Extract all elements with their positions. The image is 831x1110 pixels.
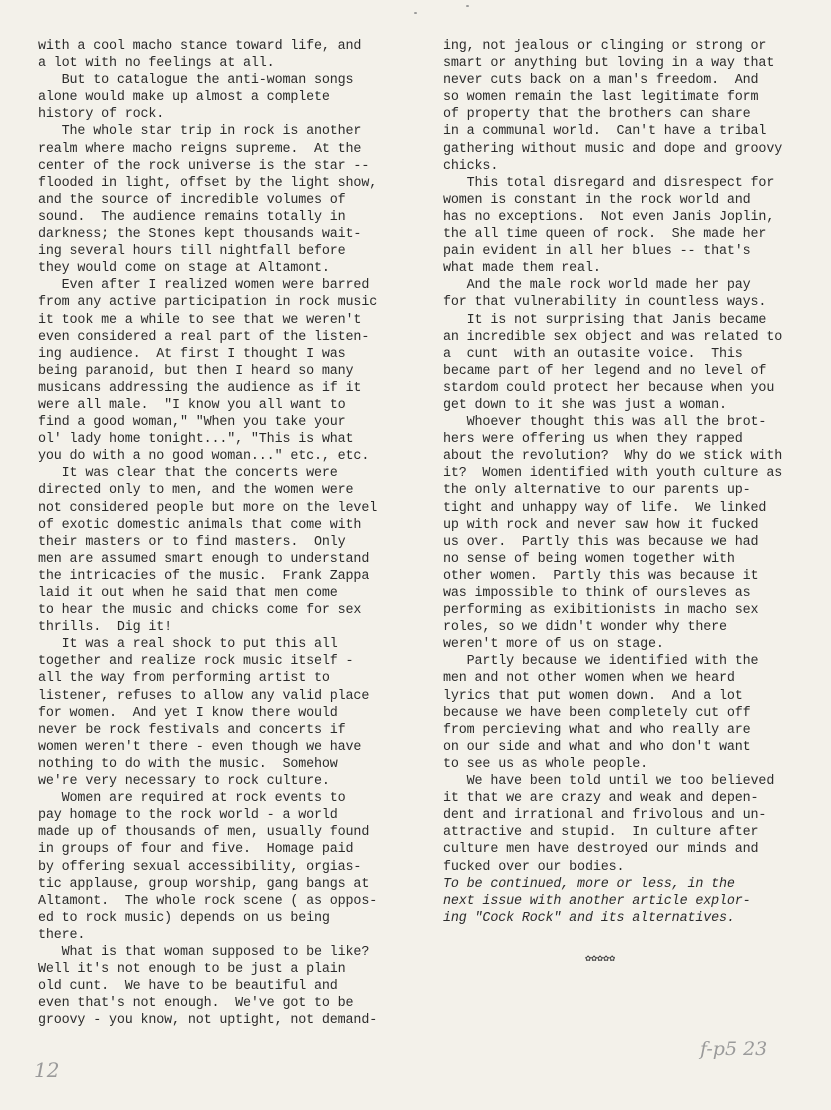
left-text-column — [38, 38, 400, 1029]
text-line: never cuts back on a man's freedom. And — [443, 73, 759, 89]
text-line: men and not other women when we heard — [443, 671, 735, 687]
handwritten-code: f-p5 23 — [700, 1038, 768, 1060]
text-line: Even after I realized women were barred — [38, 278, 370, 294]
text-line: so women remain the last legitimate form — [443, 90, 759, 106]
text-line: realm where macho reigns supreme. At the — [38, 141, 362, 157]
text-line: up with rock and never saw how it fucked — [443, 517, 759, 533]
right-column-body — [443, 38, 813, 876]
text-line: together and realize rock music itself - — [38, 654, 354, 670]
text-line: ol' lady home tonight...", "This is what — [38, 432, 354, 448]
text-line: no sense of being women together with — [443, 551, 735, 567]
text-line: an incredible sex object and was related to — [443, 329, 783, 345]
text-line: the intricacies of the music. Frank Zappa — [38, 568, 370, 584]
text-line: even considered a real part of the listen- — [38, 329, 370, 345]
text-line: roles, so we didn't wonder why there — [443, 620, 727, 636]
text-line: not considered people but more on the level — [38, 500, 378, 516]
text-line: men are assumed smart enough to understand — [38, 551, 370, 567]
text-line: sound. The audience remains totally in — [38, 209, 346, 225]
text-line: they would come on stage at Altamont. — [38, 261, 330, 277]
text-line: it that we are crazy and weak and depen- — [443, 791, 759, 807]
text-line: We have been told until we too believed — [443, 774, 775, 790]
text-line: there. — [38, 927, 86, 943]
text-line: smart or anything but loving in a way that — [443, 56, 775, 72]
text-line: all the way from performing artist to — [38, 671, 330, 687]
text-line: made up of thousands of men, usually found — [38, 825, 370, 841]
text-line: weren't more of us on stage. — [443, 637, 664, 653]
text-line: you do with a no good woman..." etc., etc. — [38, 449, 370, 465]
text-line: of exotic domestic animals that come with — [38, 517, 362, 533]
text-line: fucked over our bodies. — [443, 859, 625, 875]
text-line: tight and unhappy way of life. We linked — [443, 500, 767, 516]
text-line: women weren't there - even though we have — [38, 739, 362, 755]
text-line: flooded in light, offset by the light show, — [38, 175, 378, 191]
text-line: darkness; the Stones kept thousands wait- — [38, 227, 362, 243]
text-line: never be rock festivals and concerts if — [38, 722, 346, 738]
text-line: Partly because we identified with the — [443, 654, 759, 670]
text-line: chicks. — [443, 158, 499, 174]
text-line: from percieving what and who really are — [443, 722, 751, 738]
text-line: even that's not enough. We've got to be — [38, 996, 354, 1012]
text-line: Women are required at rock events to — [38, 791, 346, 807]
text-line: gathering without music and dope and groovy — [443, 141, 783, 157]
text-line: ed to rock music) depends on us being — [38, 910, 330, 926]
text-line: it took me a while to see that we weren't — [38, 312, 362, 328]
text-line: This total disregard and disrespect for — [443, 175, 775, 191]
text-line: directed only to men, and the women were — [38, 483, 354, 499]
text-line: being paranoid, but then I heard so many — [38, 363, 354, 379]
text-line: To be continued, more or less, in the — [443, 876, 735, 892]
text-line: dent and irrational and frivolous and un- — [443, 808, 767, 824]
text-line: lyrics that put women down. And a lot — [443, 688, 743, 704]
text-line: It is not surprising that Janis became — [443, 312, 767, 328]
text-line: were all male. "I know you all want to — [38, 397, 346, 413]
text-line: to see us as whole people. — [443, 756, 649, 772]
text-line: became part of her legend and no level of — [443, 363, 767, 379]
text-line: pain evident in all her blues -- that's — [443, 244, 751, 260]
paper-speck — [466, 5, 469, 7]
text-line: a lot with no feelings at all. — [38, 56, 275, 72]
text-line: Altamont. The whole rock scene ( as oppos- — [38, 893, 378, 909]
text-line: women is constant in the rock world and — [443, 192, 751, 208]
text-line: And the male rock world made her pay — [443, 278, 751, 294]
text-line: pay homage to the rock world - a world — [38, 808, 338, 824]
text-line: culture men have destroyed our minds and — [443, 842, 759, 858]
text-line: hers were offering us when they rapped — [443, 432, 743, 448]
text-line: It was clear that the concerts were — [38, 466, 338, 482]
text-line: musicans addressing the audience as if it — [38, 380, 362, 396]
text-line: the only alternative to our parents up- — [443, 483, 751, 499]
text-line: find a good woman," "When you take your — [38, 415, 346, 431]
text-line: history of rock. — [38, 107, 165, 123]
text-line: about the revolution? Why do we stick with — [443, 449, 783, 465]
text-line: listener, refuses to allow any valid place — [38, 688, 370, 704]
text-line: with a cool macho stance toward life, and — [38, 39, 362, 54]
right-text-column — [443, 38, 813, 927]
text-line: stardom could protect her because when you — [443, 380, 775, 396]
text-line: in groups of four and five. Homage paid — [38, 842, 354, 858]
text-line: groovy - you know, not uptight, not demand- — [38, 1013, 378, 1029]
text-line: ing, not jealous or clinging or strong or — [443, 39, 767, 54]
text-line: The whole star trip in rock is another — [38, 124, 362, 140]
text-line: ing several hours till nightfall before — [38, 244, 346, 260]
text-line: laid it out when he said that men come — [38, 586, 338, 601]
text-line: performing as exibitionists in macho sex — [443, 603, 759, 619]
text-line: What is that woman supposed to be like? — [38, 944, 370, 960]
text-line: old cunt. We have to be beautiful and — [38, 979, 338, 995]
text-line: next issue with another article explor- — [443, 893, 751, 909]
text-line: of property that the brothers can share — [443, 107, 751, 123]
text-line: in a communal world. Can't have a tribal — [443, 124, 767, 140]
text-line: on our side and what and who don't want — [443, 739, 751, 755]
text-line: for that vulnerability in countless ways. — [443, 295, 767, 311]
text-line: was impossible to think of oursleves as — [443, 586, 751, 601]
paper-speck — [414, 12, 417, 14]
text-line: thrills. Dig it! — [38, 620, 173, 636]
text-line: has no exceptions. Not even Janis Joplin, — [443, 209, 775, 225]
section-ornament: ✿✿✿✿✿ — [585, 954, 616, 965]
text-line: their masters or to find masters. Only — [38, 534, 346, 550]
text-line: other women. Partly this was because it — [443, 568, 759, 584]
text-line: nothing to do with the music. Somehow — [38, 756, 338, 772]
text-line: Whoever thought this was all the brot- — [443, 415, 767, 431]
text-line: we're very necessary to rock culture. — [38, 774, 330, 790]
text-line: and the source of incredible volumes of — [38, 192, 346, 208]
text-line: us over. Partly this was because we had — [443, 534, 759, 550]
text-line: Well it's not enough to be just a plain — [38, 962, 346, 978]
text-line: it? Women identified with youth culture as — [443, 466, 783, 482]
text-line: tic applause, group worship, gang bangs at — [38, 876, 370, 892]
text-line: alone would make up almost a complete — [38, 90, 330, 106]
text-line: ing "Cock Rock" and its alternatives. — [443, 910, 735, 926]
text-line: to hear the music and chicks come for sex — [38, 603, 362, 619]
text-line: by offering sexual accessibility, orgias- — [38, 859, 362, 875]
text-line: from any active participation in rock music — [38, 295, 378, 311]
text-line: for women. And yet I know there would — [38, 705, 338, 721]
continuation-note — [443, 876, 813, 927]
text-line: a cunt with an outasite voice. This — [443, 346, 743, 362]
text-line: attractive and stupid. In culture after — [443, 825, 759, 841]
text-line: the all time queen of rock. She made her — [443, 227, 767, 243]
text-line: center of the rock universe is the star -- — [38, 158, 370, 174]
text-line: It was a real shock to put this all — [38, 637, 338, 653]
text-line: ing audience. At first I thought I was — [38, 346, 346, 362]
text-line: get down to it she was just a woman. — [443, 397, 727, 413]
text-line: But to catalogue the anti-woman songs — [38, 73, 354, 89]
page-number: 12 — [34, 1058, 60, 1082]
text-line: what made them real. — [443, 261, 601, 277]
text-line: because we have been completely cut off — [443, 705, 751, 721]
